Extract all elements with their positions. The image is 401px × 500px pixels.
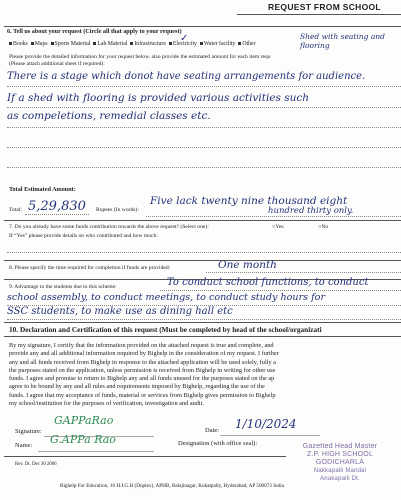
declaration-line: the purposes stated on the application, unless permission is received from Bighelp in writing for other use [9,366,276,374]
section8-answer-rule [206,272,401,273]
office-stamp [278,443,401,483]
declaration-line: provide any and all additional information required by Bighelp in the consideration of my request. I further [9,350,279,358]
request-rule-5 [7,167,401,168]
stamp-line: Z.P. HIGH SCHOOL [306,451,374,458]
declaration-line: my school/institution for the purposes of verification, investigation and audit. [9,400,204,408]
stamp-line: GODICHARLA [315,459,365,466]
declaration-line: any and all funds received from Bighelp in response to the attached application will be used solely, fully a [9,358,276,366]
section9-question: 9. Advantage to the students due to this scheme: [9,284,117,290]
rupees-words-line-1: Five lack twenty nine thousand eight [150,195,348,207]
no-radio-icon: ○ [318,224,322,230]
footer-address: Bighelp For Education, 16 H.I.G.H (Duplex), APHB, Balajinagar, Kukatpally, Hyderabad, AP 500072 India [60,483,284,489]
request-line-2: If a shed with flooring is provided various activities such [7,92,310,104]
section10-heading-rule [4,336,401,337]
designation-label: Designation (with office seal): [178,440,258,447]
page-header-title: REQUEST FROM SCHOOL [268,2,381,12]
date-handwritten: 1/10/2024 [235,417,297,431]
category-electricity[interactable]: Electricity [169,41,197,47]
request-line-1: There is a stage which donot have seating arrangements for audience. [7,71,366,82]
section6-attach-note: (Please attach additional sheet if required): [9,61,105,67]
declaration-line: funds. I agree and promise to return to Bighelp any and all funds unused for the purposes stated on the ap [9,375,275,383]
request-rule-2 [7,107,401,108]
request-line-3: as compeletions, remedial classes etc. [7,110,211,122]
name-handwritten: G.APPa Rao [50,433,116,446]
other-handwritten-text: Shed with seating and flooring [300,32,385,50]
rupees-words-rule [146,216,401,217]
section9-rule-1 [160,290,401,291]
signature-handwritten: GAPPaRao [54,414,114,427]
revision-date: Rev. Dt. Dec 30 2006 [15,462,57,467]
section7-top-rule [4,220,401,221]
section8-top-rule [4,260,401,261]
category-sports-material[interactable]: Sports Material [51,41,91,47]
category-maps[interactable]: Maps [31,41,48,47]
section7-no-option[interactable]: ○No [318,224,329,230]
section9-rule-3 [7,319,401,320]
section9-answer-line-3: SSC students, to make use as dining hall etc [7,306,233,317]
total-estimated-label: Total Estimated Amount: [9,186,76,193]
declaration-paragraph [9,342,401,408]
date-rule [220,435,320,436]
section8-answer: One month [218,259,277,271]
category-other[interactable]: Other [238,41,255,47]
section10-heading: 10. Declaration and Certification of this request (Must be completed by head of the school/organizati [9,325,322,334]
section10-top-rule [4,322,401,323]
category-options [9,41,256,48]
name-rule [38,451,154,452]
declaration-line: funds. I agree that my acceptance of funds, material or services from Bighelp gives permission to Bighelp [9,391,276,399]
section6-heading: 6. Tell us about your request (Circle all that apply to your request) [7,28,182,35]
request-rule-4 [7,147,401,148]
stamp-line: Anakapalli Dt. [320,476,360,482]
category-lab-material[interactable]: Lab Material [93,41,127,47]
category-books[interactable]: Books [9,41,28,47]
section7-question: 7. Do you already have some funds contribution towards the above request? (Select one): [9,224,209,230]
declaration-line: agree to be bound by any and all rules and requirements imposed by Bighelp, regarding the use of the [9,383,265,391]
section9-answer-line-1: To conduct school functions, to conduct [167,277,369,288]
rupees-words-line-2: hundred thirty only. [268,206,354,216]
total-prefix: Total: [9,207,22,213]
name-label: Name: [15,442,33,449]
infrastructure-checkmark-icon: ✓ [180,33,189,44]
date-label: Date: [205,427,220,434]
stamp-line: Gazetted Head Master [302,443,378,450]
request-rule-3 [7,127,401,128]
section9-answer-line-2: school assembly, to conduct meetings, to conduct study hours for [7,292,326,303]
total-amount-value: 5,29,830 [28,199,86,214]
request-rule-1 [7,86,401,87]
signature-label: Signature: [15,428,42,435]
section7-followup: If “Yes” please provide details on who contributed and how much: [9,233,158,239]
yes-radio-icon: ○ [272,224,276,230]
category-infrastructure[interactable]: Infrastructure [130,41,166,47]
section7-yes-option[interactable]: ○Yes [272,224,284,230]
total-amount-rule [25,214,89,215]
section6-instructions: Please provide the detailed information for your request below. also provide the estimated amount for each item requ [9,54,271,60]
stamp-line: Nakkapalli Mandal [313,468,367,474]
header-rule [237,14,401,15]
section6-top-rule [4,26,401,27]
rupees-words-label: Rupees (In words): [96,207,139,213]
category-water-facility[interactable]: Water facility [200,41,236,47]
footer-top-rule [4,456,286,457]
section8-question: 8. Please specify the time required for completion if funds are provided: [9,265,171,271]
section7-answer-rule [7,252,401,253]
declaration-line: By my signature, I certify that the information provided on the attached request is true and complete, and [9,342,274,349]
